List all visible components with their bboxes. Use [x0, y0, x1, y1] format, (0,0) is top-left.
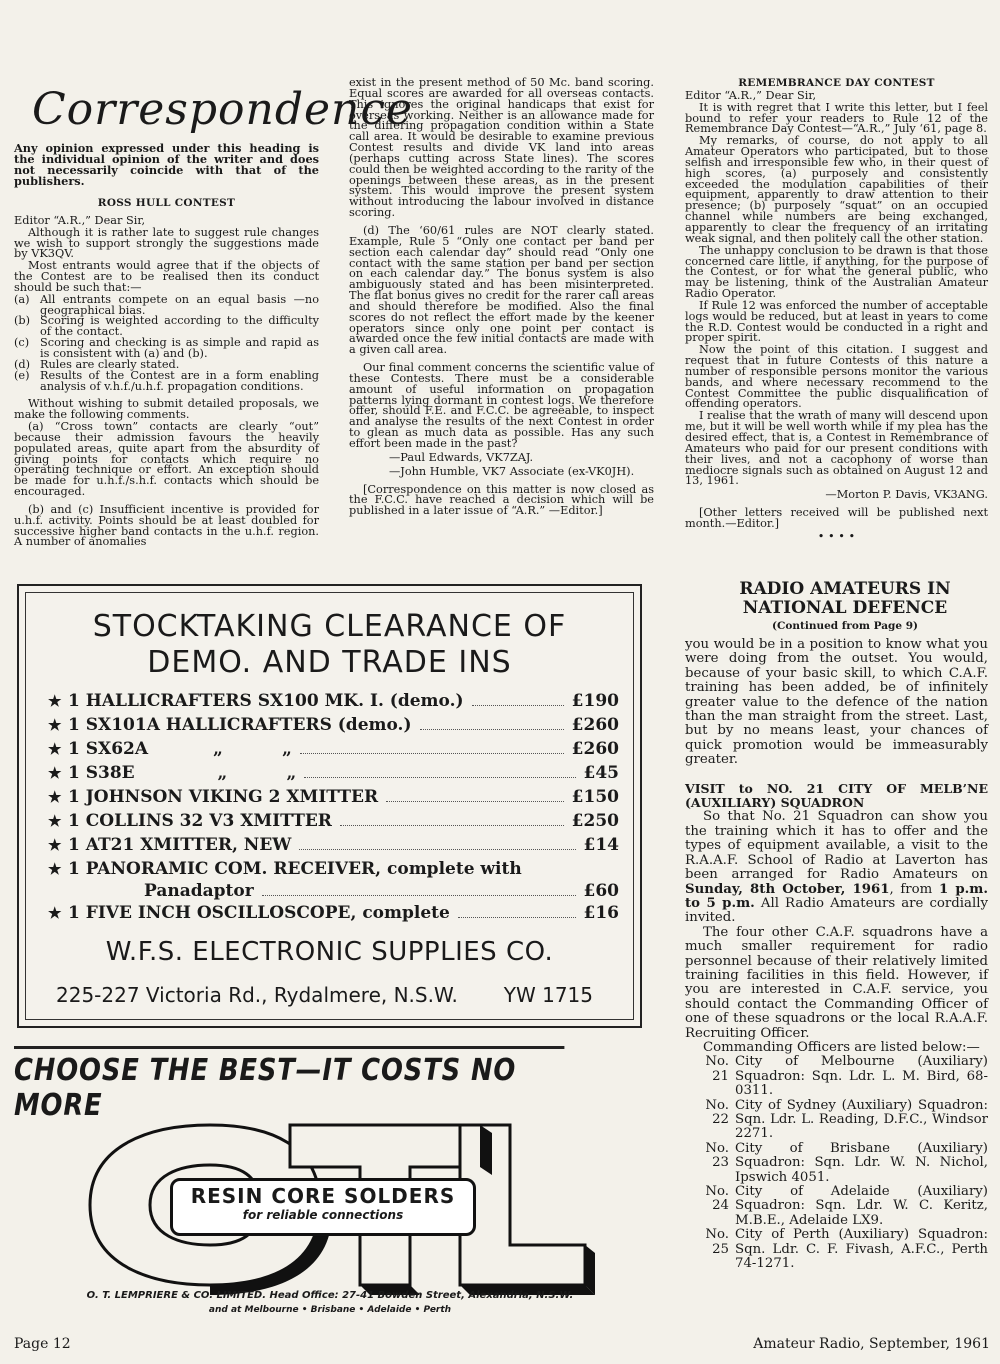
paragraph: (a) “Cross town” contacts are clearly “out” because their admission favours the heavily populated areas, quite apart from the absurdity of giving points for contacts which require no operating technique or effort. An exception should be made for u.h.f./s.h.f. contacts which should be encouraged.	[14, 420, 319, 499]
paragraph: you would be in a position to know what you were doing from the outset. You would, because of your basic skill, to which C.A.F. training has been added, be of infinitely greater value to the defence of the nation than the man straight from the street. Last, but by no means least, your chances of quick promotion would be immeasurably greater.	[685, 637, 988, 768]
paragraph: My remarks, of course, do not apply to all Amateur Operators who participated, but to those selfish and irresponsible few who, in their quest of high scores, (a) purposely and consistently exceeded the modulation capabilities of their equipment, apparently to draw attention to their presence; (b) purposely “squat” on an occupied channel while numbers are being exchanged, apparently to clear the frequency of an irritating weak signal, and then politely call the other station.	[685, 134, 988, 245]
ad-list-item: ★ 1 JOHNSON VIKING 2 XMITTER £150	[48, 787, 619, 807]
list-item: No. 21 City of Melbourne (Auxiliary) Squadron: Sqn. Ldr. L. M. Bird, 68-0311.	[705, 1054, 988, 1099]
ad-title-line1: STOCKTAKING CLEARANCE OF	[92, 609, 567, 644]
paragraph: Although it is rather late to suggest rule changes we wish to support strongly the suggestions made by VK3QV.	[14, 225, 319, 261]
otl-branches: and at Melbourne • Brisbane • Adelaide • Perth	[208, 1305, 452, 1315]
paragraph: exist in the present method of 50 Mc. band scoring. Equal scores are awarded for all overseas contacts. This ignores the original handicaps that exist for overseas working. Neither is an allowance made for the differing propagation condition within a State call area. It would be desirable to examine previous Contest results and divide VK land into areas (perhaps cutting across State lines). The scores could then be weighted according to the rarity of the openings between these areas, as in the present system. This would improve the present system without introducing the labour involved in distance scoring.	[349, 76, 654, 220]
list-item: (d) Rules are clearly stated.	[14, 357, 180, 371]
ad-list-item: ★ 1 S38E „ „ £45	[48, 763, 619, 783]
list-item: No. 24 City of Adelaide (Auxiliary) Squadron: Sqn. Ldr. W. C. Keritz, M.B.E., Adelaide LX9.	[705, 1184, 988, 1228]
ad-title-line2: DEMO. AND TRADE INS	[147, 645, 512, 680]
ad-list-item: ★ 1 PANORAMIC COM. RECEIVER, complete with	[48, 859, 522, 879]
divider: • • • •	[817, 529, 856, 543]
letter-ross-hull-part1	[14, 192, 319, 549]
star-icon: ★	[48, 788, 62, 806]
paragraph: (d) The ‘60/61 rules are NOT clearly stated. Example, Rule 5 “Only one contact per band per section each calendar day” should read “Only one contact with the same station per band per section on each calendar day.” The bonus system is also ambiguously stated and has been misinterpreted. The flat bonus gives no credit for the rarer call areas and should therefore be modified. Also the final scores do not reflect the effort made by the keener operators since only one point per contact is awarded once the few initial contacts are made with a given call area.	[349, 223, 654, 357]
ad-list-item: ★ 1 SX101A HALLICRAFTERS (demo.) £260	[48, 715, 619, 735]
ad-list-item: ★ 1 AT21 XMITTER, NEW £14	[48, 835, 619, 855]
objectives-list	[14, 292, 319, 393]
letter-remembrance-day	[685, 78, 988, 543]
letter-ross-hull-part2	[349, 78, 654, 518]
list-item: (c) Scoring and checking is as simple and rapid as is consistent with (a) and (b).	[14, 336, 319, 360]
otl-product-band	[170, 1178, 476, 1236]
ad-list-item: ★ 1 COLLINS 32 V3 XMITTER £250	[48, 811, 619, 831]
ad-address: 225-227 Victoria Rd., Rydalmere, N.S.W.	[56, 983, 458, 1007]
signature: —Morton P. Davis, VK3ANG.	[825, 488, 988, 502]
list-item: No. 23 City of Brisbane (Auxiliary) Squadron: Sqn. Ldr. W. N. Nichol, Ipswich 4051.	[705, 1140, 988, 1185]
ad-company: W.F.S. ELECTRONIC SUPPLIES CO.	[105, 937, 554, 967]
ad-list-item-cont: Panadaptor £60	[144, 881, 619, 901]
star-icon: ★	[48, 904, 62, 922]
star-icon: ★	[48, 716, 62, 734]
letter-title: REMEMBRANCE DAY CONTEST	[738, 77, 935, 89]
star-icon: ★	[48, 860, 62, 878]
letter-title: ROSS HULL CONTEST	[97, 197, 236, 209]
list-item: (a) All entrants compete on an equal basis —no geographical bias.	[14, 292, 319, 317]
paragraph: It is with regret that I write this letter, but I feel bound to refer your readers to Rule 12 of the Remembrance Day Contest—“A.R.,” July ‘61, page 8.	[685, 100, 988, 136]
magazine-issue: Amateur Radio, September, 1961	[753, 1336, 990, 1352]
ad-list-item: ★ 1 SX62A „ „ £260	[48, 739, 619, 759]
editor-note: [Correspondence on this matter is now closed as the F.C.C. have reached a decision which will be published in a later issue of “A.R.” —Editor.]	[349, 482, 654, 518]
paragraph: Now the point of this citation. I suggest and request that in future Contests of this nature a number of responsible persons monitor the various bands, and where necessary recommend to the Contest Committee the public disqualification of offending operators.	[685, 343, 988, 411]
paragraph: The four other C.A.F. squadrons have a much smaller requirement for radio personnel because of their relatively limited training facilities in this field. However, if you are interested in C.A.F. service, you should contact the Commanding Officer of one of these squadrons or the local R.A.A.F. Recruiting Officer.	[685, 924, 988, 1041]
list-item: (b) Scoring is weighted according to the difficulty of the contact.	[14, 314, 319, 339]
otl-product-name: RESIN CORE SOLDERS	[190, 1184, 456, 1208]
otl-company-address: O. T. LEMPRIERE & CO. LIMITED. Head Office: 27-41 Bowden Street, Alexandria, N.S.W.	[86, 1290, 574, 1301]
paragraph: If Rule 12 was enforced the number of acceptable logs would be reduced, but at least in years to come the R.D. Contest would be conducted in a right and proper spirit.	[685, 298, 988, 345]
list-item: No. 25 City of Perth (Auxiliary) Squadron: Sqn. Ldr. C. F. Fivash, A.F.C., Perth 74-1271.	[705, 1227, 988, 1272]
paragraph: Commanding Officers are listed below:—	[703, 1039, 980, 1055]
editor-note: [Other letters received will be published next month.—Editor.]	[685, 506, 988, 530]
list-item: No. 22 City of Sydney (Auxiliary) Squadron: Sqn. Ldr. L. Reading, D.F.C., Windsor 2271.	[705, 1097, 988, 1142]
paragraph: (b) and (c) Insufficient incentive is provided for u.h.f. activity. Points should be at least doubled for successive higher band contacts in the u.h.f. region. A number of anomalies	[14, 502, 319, 549]
star-icon: ★	[48, 836, 62, 854]
paragraph: Our final comment concerns the scientific value of these Contests. There must be a considerable amount of useful information on propagation patterns lying dormant in contest logs. We therefore offer, should F.E. and F.C.C. be agreeable, to inspect and analyse the results of the next Contest in order to glean as much data as possible. Has any such effort been made in the past?	[349, 361, 654, 450]
intro-text: Any opinion expressed under this heading is the individual opinion of the writer and does not necessarily coincide with that of the publishers.	[14, 141, 319, 188]
ad-list-item: ★ 1 HALLICRAFTERS SX100 MK. I. (demo.) £190	[48, 691, 619, 711]
ad-border	[25, 592, 634, 1020]
ad-phone: YW 1715	[503, 983, 593, 1007]
ad-list-item: ★ 1 FIVE INCH OSCILLOSCOPE, complete £16	[48, 903, 619, 923]
page-number: Page 12	[14, 1336, 71, 1352]
star-icon: ★	[48, 740, 62, 758]
star-icon: ★	[48, 812, 62, 830]
star-icon: ★	[48, 692, 62, 710]
article-subheading: VISIT to NO. 21 CITY OF MELB’NE (AUXILIARY) SQUADRON	[685, 780, 988, 811]
signature: —John Humble, VK7 Associate (ex-VK0JH).	[389, 464, 635, 478]
otl-tagline: for reliable connections	[242, 1208, 404, 1222]
list-item: (e) Results of the Contest are in a form enabling analysis of v.h.f./u.h.f. propagation conditions.	[14, 368, 319, 393]
stocktaking-advertisement	[17, 584, 642, 1028]
letter-salutation: Editor “A.R.,” Dear Sir,	[14, 213, 146, 227]
paragraph: I realise that the wrath of many will descend upon me, but it will be well worth while if my plea has the desired effect, that is, a Contest in Remembrance of Amateurs who paid for our present conditions with their lives, and not a cacophony of worse than mediocre signals such as obtained on August 12 and 13, 1961.	[685, 409, 988, 488]
ad-title	[26, 609, 633, 681]
paragraph: So that No. 21 Squadron can show you the training which it has to offer and the types of equipment available, a visit to the R.A.A.F. School of Radio at Laverton has been arranged for Radio Amateurs on Sunday, 8th October, 1961, from 1 p.m. to 5 p.m. All Radio Amateurs are cordially invited.	[685, 809, 988, 926]
signature: —Paul Edwards, VK7ZAJ.	[389, 450, 534, 464]
section-heading: Correspondence	[32, 84, 414, 135]
otl-slogan: CHOOSE THE BEST—IT COSTS NO MORE	[14, 1046, 564, 1123]
paragraph: The unhappy conclusion to be drawn is that those concerned care little, if anything, for the purpose of the Contest, or for what the general public, who may be listening, think of the Australian Amateur Radio Operator.	[685, 243, 988, 301]
article-continued: (Continued from Page 9)	[772, 620, 918, 632]
star-icon: ★	[48, 764, 62, 782]
article-title: RADIO AMATEURS IN NATIONAL DEFENCE	[739, 579, 951, 618]
letter-salutation: Editor “A.R.,” Dear Sir,	[685, 88, 817, 102]
ad-contact	[56, 983, 623, 1007]
paragraph: Without wishing to submit detailed proposals, we make the following comments.	[14, 397, 319, 422]
article-body	[685, 638, 988, 1271]
paragraph: Most entrants would agree that if the objects of the Contest are to be realised then its conduct should be such that:—	[14, 259, 319, 294]
